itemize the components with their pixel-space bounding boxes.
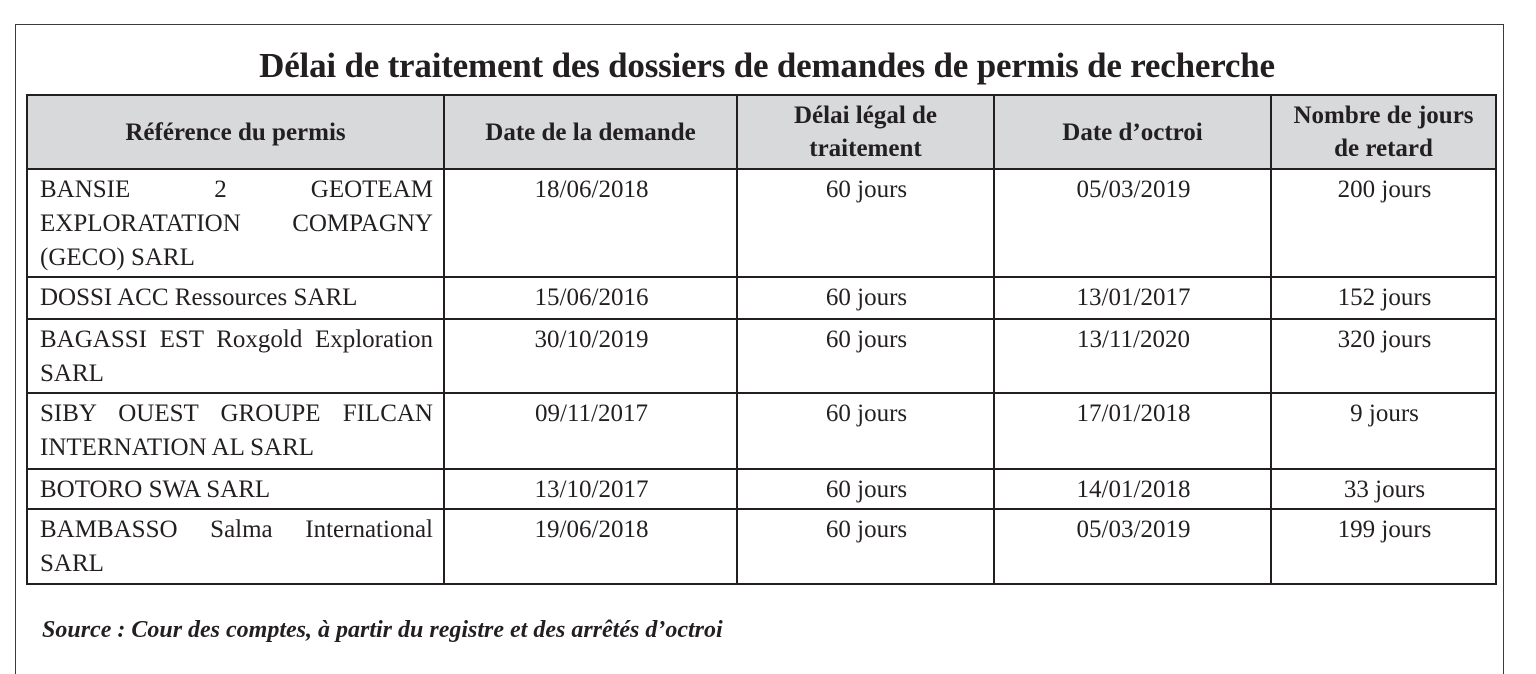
cell-delai-legal: 60 jours bbox=[737, 319, 994, 393]
cell-date-demande: 13/10/2017 bbox=[444, 469, 737, 509]
cell-reference: BOTORO SWA SARL bbox=[27, 469, 444, 509]
source-note: Source : Cour des comptes, à partir du registre et des arrêtés d’octroi bbox=[42, 617, 723, 643]
cell-date-octroi: 05/03/2019 bbox=[994, 169, 1271, 277]
table-row bbox=[27, 393, 1496, 469]
cell-jours-retard: 9 jours bbox=[1271, 393, 1496, 469]
table-row bbox=[27, 469, 1496, 509]
cell-date-octroi: 13/01/2017 bbox=[994, 277, 1271, 319]
cell-delai-legal: 60 jours bbox=[737, 469, 994, 509]
cell-date-octroi: 17/01/2018 bbox=[994, 393, 1271, 469]
table-row bbox=[27, 277, 1496, 319]
cell-delai-legal: 60 jours bbox=[737, 169, 994, 277]
table-header-row bbox=[27, 95, 1496, 169]
cell-date-octroi: 05/03/2019 bbox=[994, 509, 1271, 584]
header-jours-retard: Nombre de jours de retard bbox=[1271, 95, 1496, 169]
cell-reference: BAMBASSO Salma International SARL bbox=[27, 509, 444, 584]
header-delai-legal bbox=[737, 95, 994, 169]
cell-date-demande: 15/06/2016 bbox=[444, 277, 737, 319]
cell-reference: BANSIE 2 GEOTEAM EXPLORATATION COMPAGNY (GECO) SARL bbox=[27, 169, 444, 277]
table-row bbox=[27, 169, 1496, 277]
header-date-demande: Date de la demande bbox=[444, 95, 737, 169]
cell-jours-retard: 200 jours bbox=[1271, 169, 1496, 277]
cell-jours-retard: 320 jours bbox=[1271, 319, 1496, 393]
header-date-octroi: Date d’octroi bbox=[994, 95, 1271, 169]
cell-delai-legal: 60 jours bbox=[737, 509, 994, 584]
cell-delai-legal: 60 jours bbox=[737, 277, 994, 319]
permits-table bbox=[26, 94, 1497, 585]
cell-jours-retard: 199 jours bbox=[1271, 509, 1496, 584]
cell-date-demande: 09/11/2017 bbox=[444, 393, 737, 469]
cell-date-octroi: 14/01/2018 bbox=[994, 469, 1271, 509]
cell-jours-retard: 152 jours bbox=[1271, 277, 1496, 319]
table-row bbox=[27, 319, 1496, 393]
cell-date-demande: 30/10/2019 bbox=[444, 319, 737, 393]
page-title: Délai de traitement des dossiers de demandes de permis de recherche bbox=[259, 46, 1275, 85]
cell-delai-legal: 60 jours bbox=[737, 393, 994, 469]
cell-reference: DOSSI ACC Ressources SARL bbox=[27, 277, 444, 319]
table-row bbox=[27, 509, 1496, 584]
cell-date-demande: 18/06/2018 bbox=[444, 169, 737, 277]
header-reference: Référence du permis bbox=[27, 95, 444, 169]
cell-jours-retard: 33 jours bbox=[1271, 469, 1496, 509]
cell-date-demande: 19/06/2018 bbox=[444, 509, 737, 584]
header-delai-legal-text: Délai légal de traitement bbox=[793, 102, 938, 162]
cell-reference: BAGASSI EST Roxgold Exploration SARL bbox=[27, 319, 444, 393]
cell-reference: SIBY OUEST GROUPE FILCAN INTERNATION AL SARL bbox=[27, 393, 444, 469]
cell-date-octroi: 13/11/2020 bbox=[994, 319, 1271, 393]
